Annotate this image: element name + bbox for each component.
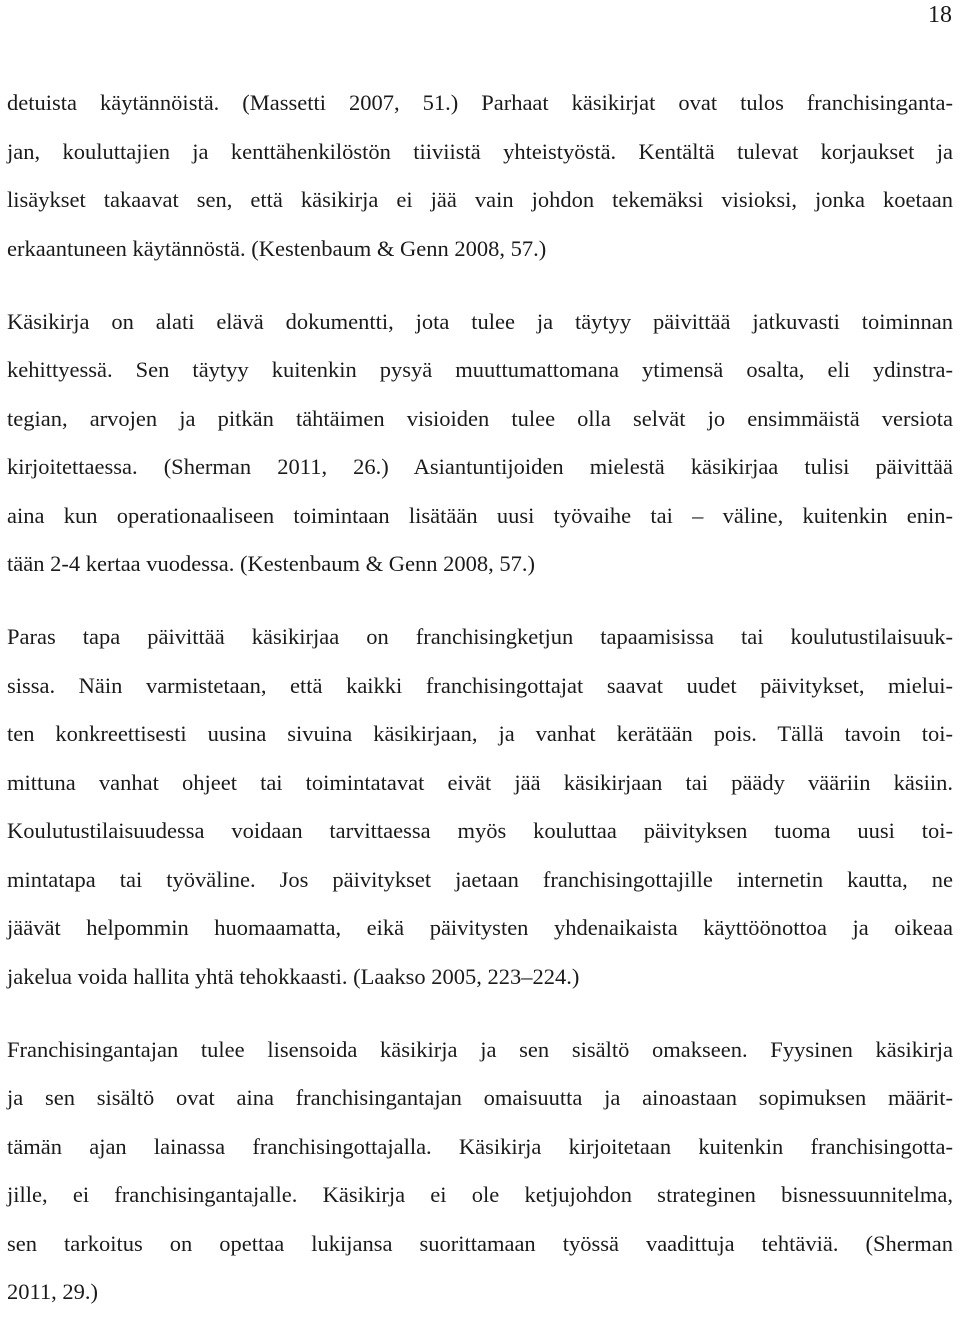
paragraph-1 xyxy=(7,79,953,273)
text-line: detuista käytännöistä. (Massetti 2007, 51.) Parhaat käsikirjat ovat tulos franchisinganta- xyxy=(7,90,953,115)
text-line: ten konkreettisesti uusina sivuina käsikirjaan, ja vanhat kerätään pois. Tällä tavoin toi- xyxy=(7,721,953,746)
text-line: kehittyessä. Sen täytyy kuitenkin pysyä muuttumattomana ytimensä osalta, eli ydinstra- xyxy=(7,357,953,382)
text-line: sen tarkoitus on opettaa lukijansa suorittamaan työssä vaadittuja tehtäviä. (Sherman xyxy=(7,1230,953,1256)
text-line: tämän ajan lainassa franchisingottajalla. Käsikirja kirjoitetaan kuitenkin franchisingotta- xyxy=(7,1133,953,1159)
page-number: 18 xyxy=(928,2,952,28)
text-line: mittuna vanhat ohjeet tai toimintatavat eivät jää käsikirjaan tai päädy vääriin käsiin. xyxy=(7,769,953,795)
text-line: Franchisingantajan tulee lisensoida käsikirja ja sen sisältö omakseen. Fyysinen käsikirja xyxy=(7,1036,953,1062)
text-line: Käsikirja on alati elävä dokumentti, jota tulee ja täytyy päivittää jatkuvasti toiminnan xyxy=(7,308,953,334)
text-line: jille, ei franchisingantajalle. Käsikirja ei ole ketjujohdon strateginen bisnessuunnitelma, xyxy=(7,1182,953,1207)
text-line: tegian, arvojen ja pitkän tähtäimen visioiden tulee olla selvät jo ensimmäistä versiota xyxy=(7,405,953,431)
text-line: jäävät helpommin huomaamatta, eikä päivitysten yhdenaikaista käyttöönottoa ja oikeaa xyxy=(7,915,953,940)
text-line: aina kun operationaaliseen toimintaan lisätään uusi työvaihe tai – väline, kuitenkin enin- xyxy=(7,502,953,528)
text-line: erkaantuneen käytännöstä. (Kestenbaum & Genn 2008, 57.) xyxy=(7,235,547,261)
text-line: Paras tapa päivittää käsikirjaa on franchisingketjun tapaamisissa tai koulutustilaisuuk- xyxy=(7,624,953,649)
text-line: sissa. Näin varmistetaan, että kaikki franchisingottajat saavat uudet päivitykset, mielui- xyxy=(7,672,953,698)
text-line: 2011, 29.) xyxy=(7,1279,99,1304)
paragraph-4 xyxy=(7,1026,953,1317)
text-line: lisäykset takaavat sen, että käsikirja ei jää vain johdon tekemäksi visioksi, jonka koetaan xyxy=(7,187,953,212)
document-body xyxy=(7,79,953,1317)
paragraph-2 xyxy=(7,298,953,589)
text-line: ja sen sisältö ovat aina franchisingantajan omaisuutta ja ainoastaan sopimuksen määrit- xyxy=(7,1085,953,1110)
text-line: tään 2-4 kertaa vuodessa. (Kestenbaum & Genn 2008, 57.) xyxy=(7,551,535,576)
text-line: jakelua voida hallita yhtä tehokkaasti. (Laakso 2005, 223–224.) xyxy=(7,963,580,989)
text-line: Koulutustilaisuudessa voidaan tarvittaessa myös kouluttaa päivityksen tuoma uusi toi- xyxy=(7,818,953,843)
paragraph-3 xyxy=(7,613,953,1001)
text-line: jan, kouluttajien ja kenttähenkilöstön tiiviistä yhteistyöstä. Kentältä tulevat korjaukset ja xyxy=(7,138,953,164)
text-line: mintatapa tai työväline. Jos päivitykset jaetaan franchisingottajille internetin kautta, ne xyxy=(7,866,953,892)
text-line: kirjoitettaessa. (Sherman 2011, 26.) Asiantuntijoiden mielestä käsikirjaa tulisi päivittää xyxy=(7,454,953,479)
